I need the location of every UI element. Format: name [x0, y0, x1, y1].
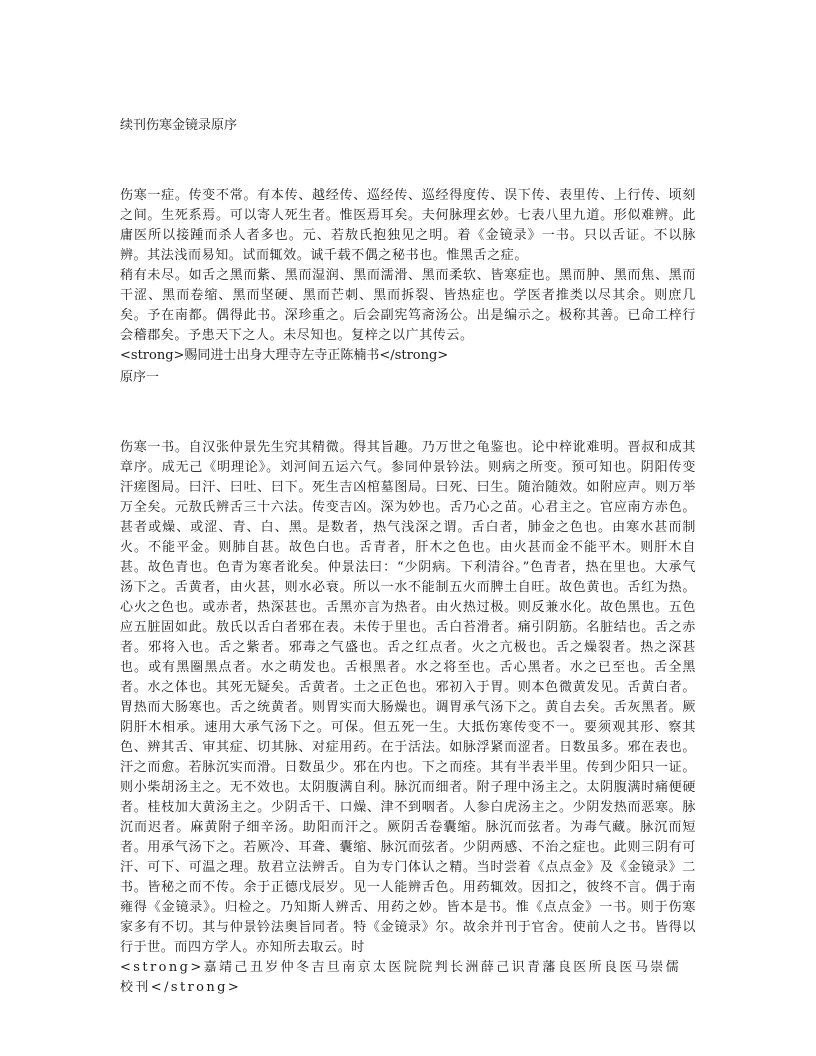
preface-paragraph-1: 伤寒一症。传变不常。有本传、越经传、巡经传、巡经得度传、误下传、表里传、上行传、顷刻之间。生死系焉。可以寄人死生者。惟医焉耳矣。夫何脉理玄妙。七表八里九道。形似难辨。此庸医所以接踵而杀人者多也。元、若敖氏抱独见之明。着《金镜录》一书。只以舌证。不以脉辨。其法浅而易知。试而辄效。诚千载不偶之秘书也。惟黑舌之症。 [120, 188, 696, 263]
preface-section [120, 186, 696, 366]
original-preface-section [120, 438, 696, 998]
original-preface-title: 原序一 [120, 370, 160, 385]
preface-paragraph-2: 稍有未尽。如舌之黑而紫、黑而湿润、黑而濡滑、黑而柔软、皆寒症也。黑而肿、黑而焦、黑而干涩、黑而卷缩、黑而坚硬、黑而芒刺、黑而拆裂、皆热症也。学医者推类以尽其余。则庶几矣。予在南都。偶得此书。深珍重之。后会副宪笃斋汤公。出是编示之。极称其善。已命工梓行会稽郡矣。予患天下之人。未尽知也。复梓之以广其传云。 [120, 268, 696, 343]
original-preface-signature: <strong>嘉靖己丑岁仲冬吉旦南京太医院院判长洲薛己识青藩良医所良医马崇儒校刊</strong> [120, 960, 682, 995]
preface-signature: <strong>赐同进士出身大理寺左寺正陈楠书</strong> [120, 348, 449, 363]
preface-title: 续刊伤寒金镜录原序 [120, 118, 238, 133]
original-preface-paragraph: 伤寒一书。自汉张仲景先生究其精微。得其旨趣。乃万世之龟鉴也。论中梓讹难明。晋叔和成其章序。成无己《明理论》。刘河间五运六气。参同仲景钤法。则病之所变。预可知也。阴阳传变汗瘥图局。曰汗、曰吐、曰下。死生吉凶棺墓图局。曰死、曰生。随治随效。如附应声。则万举万全矣。元敖氏辨舌三十六法。传变吉凶。深为妙也。舌乃心之苗。心君主之。官应南方赤色。甚者或燥、或涩、青、白、黑。是数者，热气浅深之谓。舌白者，肺金之色也。由寒水甚而制火。不能平金。则肺自甚。故色白也。舌青者，肝木之色也。由火甚而金不能平木。则肝木自甚。故色青也。色青为寒者讹矣。仲景法曰：“少阴病。下利清谷。”色青者，热在里也。大承气汤下之。舌黄者，由火甚，则水必衰。所以一水不能制五火而脾土自旺。故色黄也。舌红为热。心火之色也。或赤者，热深甚也。舌黑亦言为热者。由火热过极。则反兼水化。故色黑也。五色应五脏固如此。敖氏以舌白者邪在表。未传于里也。舌白苔滑者。痛引阴筋。名脏结也。舌之赤者。邪将入也。舌之紫者。邪毒之气盛也。舌之红点者。火之亢极也。舌之燥裂者。热之深甚也。或有黑圈黑点者。水之萌发也。舌根黑者。水之将至也。舌心黑者。水之已至也。舌全黑者。水之体也。其死无疑矣。舌黄者。土之正色也。邪初入于胃。则本色微黄发见。舌黄白者。胃热而大肠寒也。舌之统黄者。则胃实而大肠燥也。调胃承气汤下之。黄自去矣。舌灰黑者。厥阴肝木相承。速用大承气汤下之。可保。但五死一生。大抵伤寒传变不一。要须观其形、察其色、辨其舌、审其症、切其脉、对症用药。在于活法。如脉浮紧而涩者。日数虽多。邪在表也。汗之而愈。若脉沉实而滑。日数虽少。邪在内也。下之而痊。其有半表半里。传到少阳只一证。则小柴胡汤主之。无不效也。太阴腹满自利。脉沉而细者。附子理中汤主之。太阴腹满时痛便硬者。桂枝加大黄汤主之。少阴舌干、口燥、津不到咽者。人参白虎汤主之。少阴发热而恶寒。脉沉而迟者。麻黄附子细辛汤。助阳而汗之。厥阴舌卷囊缩。脉沉而弦者。为毒气藏。脉沉而短者。用承气汤下之。若厥冷、耳聋、囊缩、脉沉而弦者。少阴两感、不治之症也。此则三阴有可汗、可下、可温之理。敖君立法辨舌。自为专门体认之精。当时尝着《点点金》及《金镜录》二书。皆秘之而不传。余于正德戊辰岁。见一人能辨舌色。用药辄效。因扣之，彼终不言。偶于南雍得《金镜录》。归检之。乃知斯人辨舌、用药之妙。皆本是书。惟《点点金》一书。则于伤寒家多有不切。其与仲景钤法奥旨同者。特《金镜录》尔。故余并刊于官舍。使前人之书。皆得以行于世。而四方学人。亦知所去取云。时 [120, 440, 696, 955]
